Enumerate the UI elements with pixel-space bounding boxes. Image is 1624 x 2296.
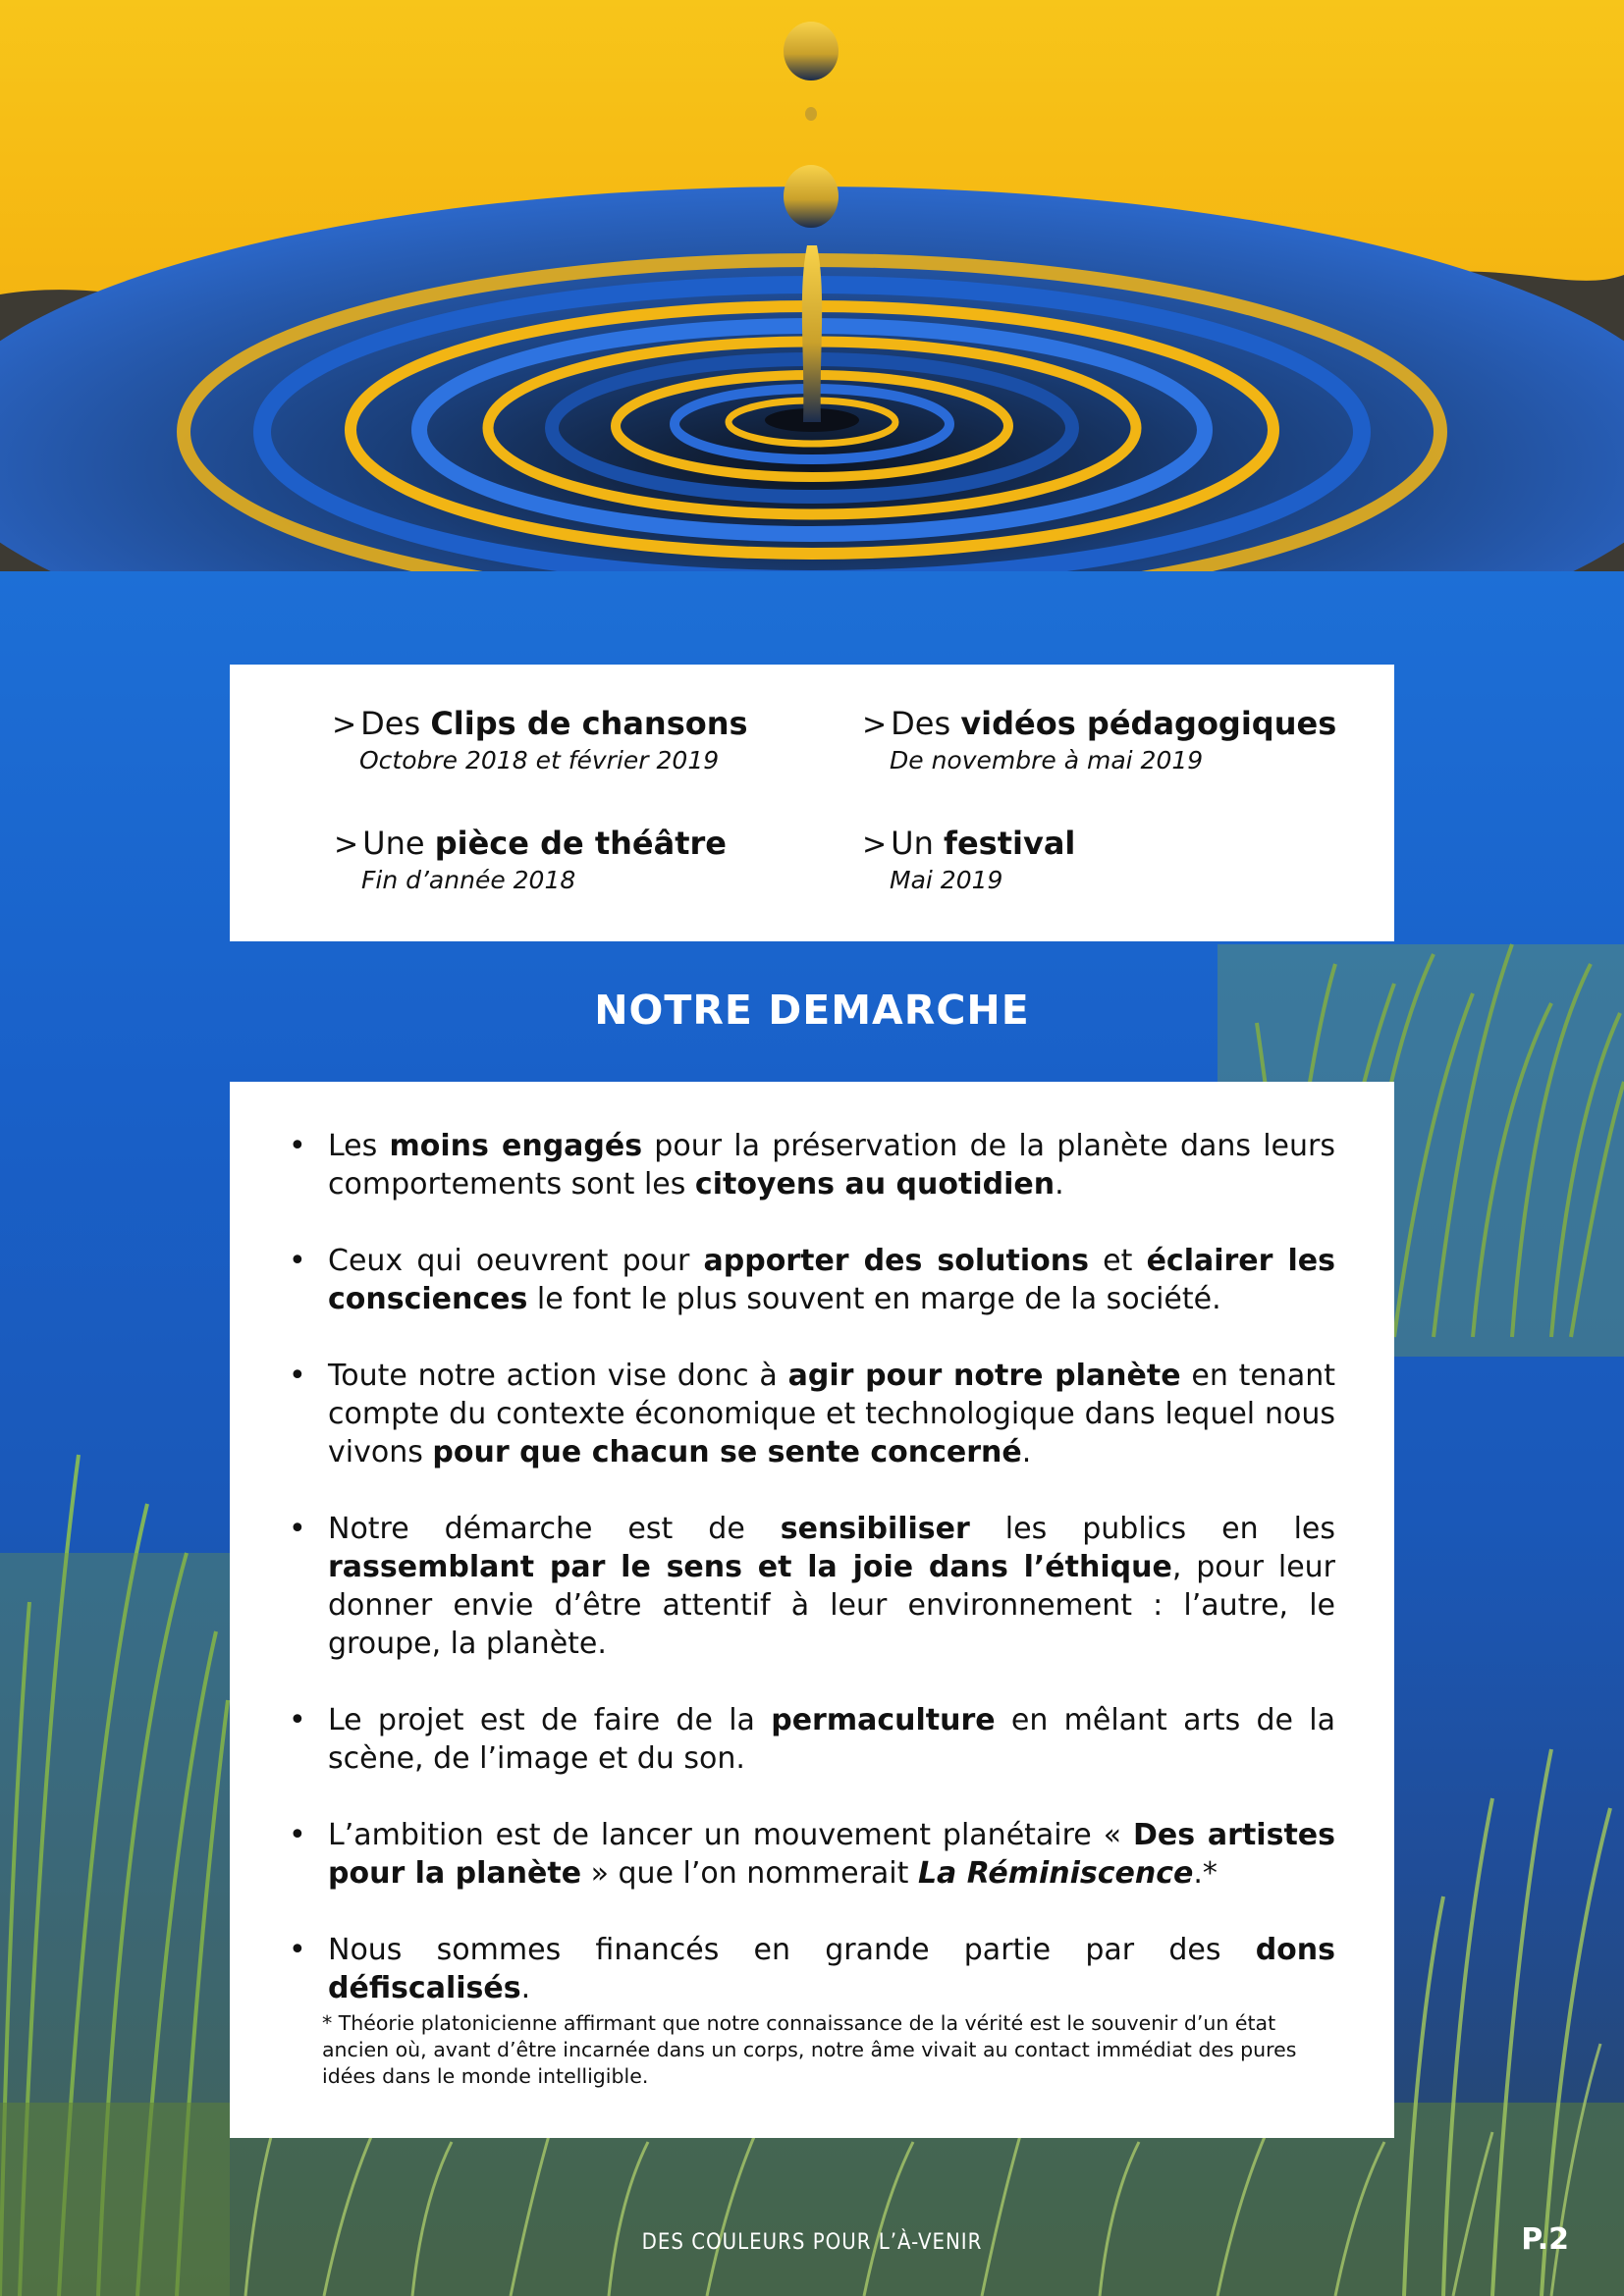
bullet-emphasis: La Réminiscence	[917, 1856, 1194, 1891]
bullet-text: Toute notre action vise donc à	[328, 1359, 788, 1393]
project-name: vidéos pédagogiques	[960, 705, 1337, 742]
bullet-emphasis: citoyens au quotidien	[694, 1167, 1056, 1201]
arrow-icon: >	[862, 708, 888, 742]
drop-icon	[784, 165, 839, 228]
project-name: festival	[944, 825, 1076, 862]
approach-bullet	[285, 1816, 1335, 1893]
approach-bullet	[285, 1510, 1335, 1663]
bullet-emphasis: moins engagés	[389, 1129, 643, 1163]
approach-bullet	[285, 1931, 1335, 2007]
project-item	[862, 705, 1336, 777]
ripples-illustration	[0, 0, 1624, 571]
bullet-emphasis: apporter des solutions	[703, 1244, 1089, 1278]
project-item	[332, 705, 748, 777]
bullet-text: » que l’on nommerait	[581, 1856, 918, 1891]
bullet-text: Le projet est de faire de la	[328, 1703, 772, 1737]
project-date: Fin d’année 2018	[361, 866, 576, 894]
bullet-emphasis: sensibiliser	[780, 1512, 970, 1546]
bullet-text: .*	[1193, 1856, 1218, 1891]
footer-title: DES COULEURS POUR L’À-VENIR	[641, 2230, 983, 2255]
project-name: Clips de chansons	[430, 705, 748, 742]
bullet-text: .	[520, 1971, 531, 2005]
bullet-emphasis: éclairer les consciences	[328, 1244, 1336, 1316]
water-drop-photo	[0, 0, 1624, 571]
approach-bullet	[285, 1701, 1335, 1778]
bullet-emphasis: dons défiscalisés	[328, 1933, 1335, 2005]
bullet-text: en tenant compte du contexte économique et technologique dans lequel nous vivons	[328, 1359, 1336, 1469]
project-item	[862, 825, 1075, 897]
bullet-text: , pour leur donner envie d’être attentif à leur environnement : l’autre, le groupe, la planète.	[328, 1550, 1335, 1661]
bullet-text: les publics en les	[969, 1512, 1336, 1546]
bullet-text: Notre démarche est de	[328, 1512, 781, 1546]
arrow-icon: >	[332, 708, 357, 742]
arrow-icon: >	[334, 828, 359, 862]
project-date: Mai 2019	[890, 866, 1003, 894]
footnote: * Théorie platonicienne affirmant que notre connaissance de la vérité est le souvenir d’un état ancien où, avant d’être incarnée dans un corps, notre âme vivait au contact immédiat des pures idées dans le monde intelligible.	[322, 2011, 1297, 2088]
bullet-text: le font le plus souvent en marge de la société.	[527, 1282, 1221, 1316]
section-title: NOTRE DEMARCHE	[594, 987, 1030, 1034]
project-date: Octobre 2018 et février 2019	[359, 746, 720, 774]
project-item	[334, 825, 727, 897]
project-prefix: Une	[362, 825, 435, 862]
approach-bullet	[285, 1357, 1335, 1471]
project-prefix: Un	[891, 825, 945, 862]
bullet-text: en mêlant arts de la scène, de l’image et du son.	[328, 1703, 1335, 1776]
bullet-emphasis: rassemblant par le sens et la joie dans l’éthique	[328, 1550, 1172, 1584]
bullet-text: L’ambition est de lancer un mouvement planétaire «	[328, 1818, 1133, 1852]
bullet-text: pour la préservation de la planète dans leurs comportements sont les	[328, 1129, 1335, 1201]
bullet-text: .	[1021, 1435, 1032, 1469]
bullet-text: et	[1088, 1244, 1147, 1278]
approach-bullet	[285, 1127, 1335, 1203]
project-date: De novembre à mai 2019	[890, 746, 1204, 774]
bullet-emphasis: permaculture	[771, 1703, 996, 1737]
bullet-emphasis: Des artistes pour la planète	[328, 1818, 1335, 1891]
project-name: pièce de théâtre	[434, 825, 727, 862]
project-prefix: Des	[360, 705, 431, 742]
bullet-emphasis: agir pour notre planète	[787, 1359, 1181, 1393]
bullet-emphasis: pour que chacun se sente concerné	[432, 1435, 1022, 1469]
bullet-text: .	[1055, 1167, 1064, 1201]
approach-bullet	[285, 1242, 1335, 1318]
approach-list	[285, 1127, 1335, 2046]
arrow-icon: >	[862, 828, 888, 862]
page-number: P.2	[1521, 2222, 1569, 2257]
project-prefix: Des	[891, 705, 961, 742]
bullet-text: Nous sommes financés en grande partie par des	[328, 1933, 1256, 1967]
bullet-text: Ceux qui oeuvrent pour	[328, 1244, 704, 1278]
bullet-text: Les	[328, 1129, 390, 1163]
